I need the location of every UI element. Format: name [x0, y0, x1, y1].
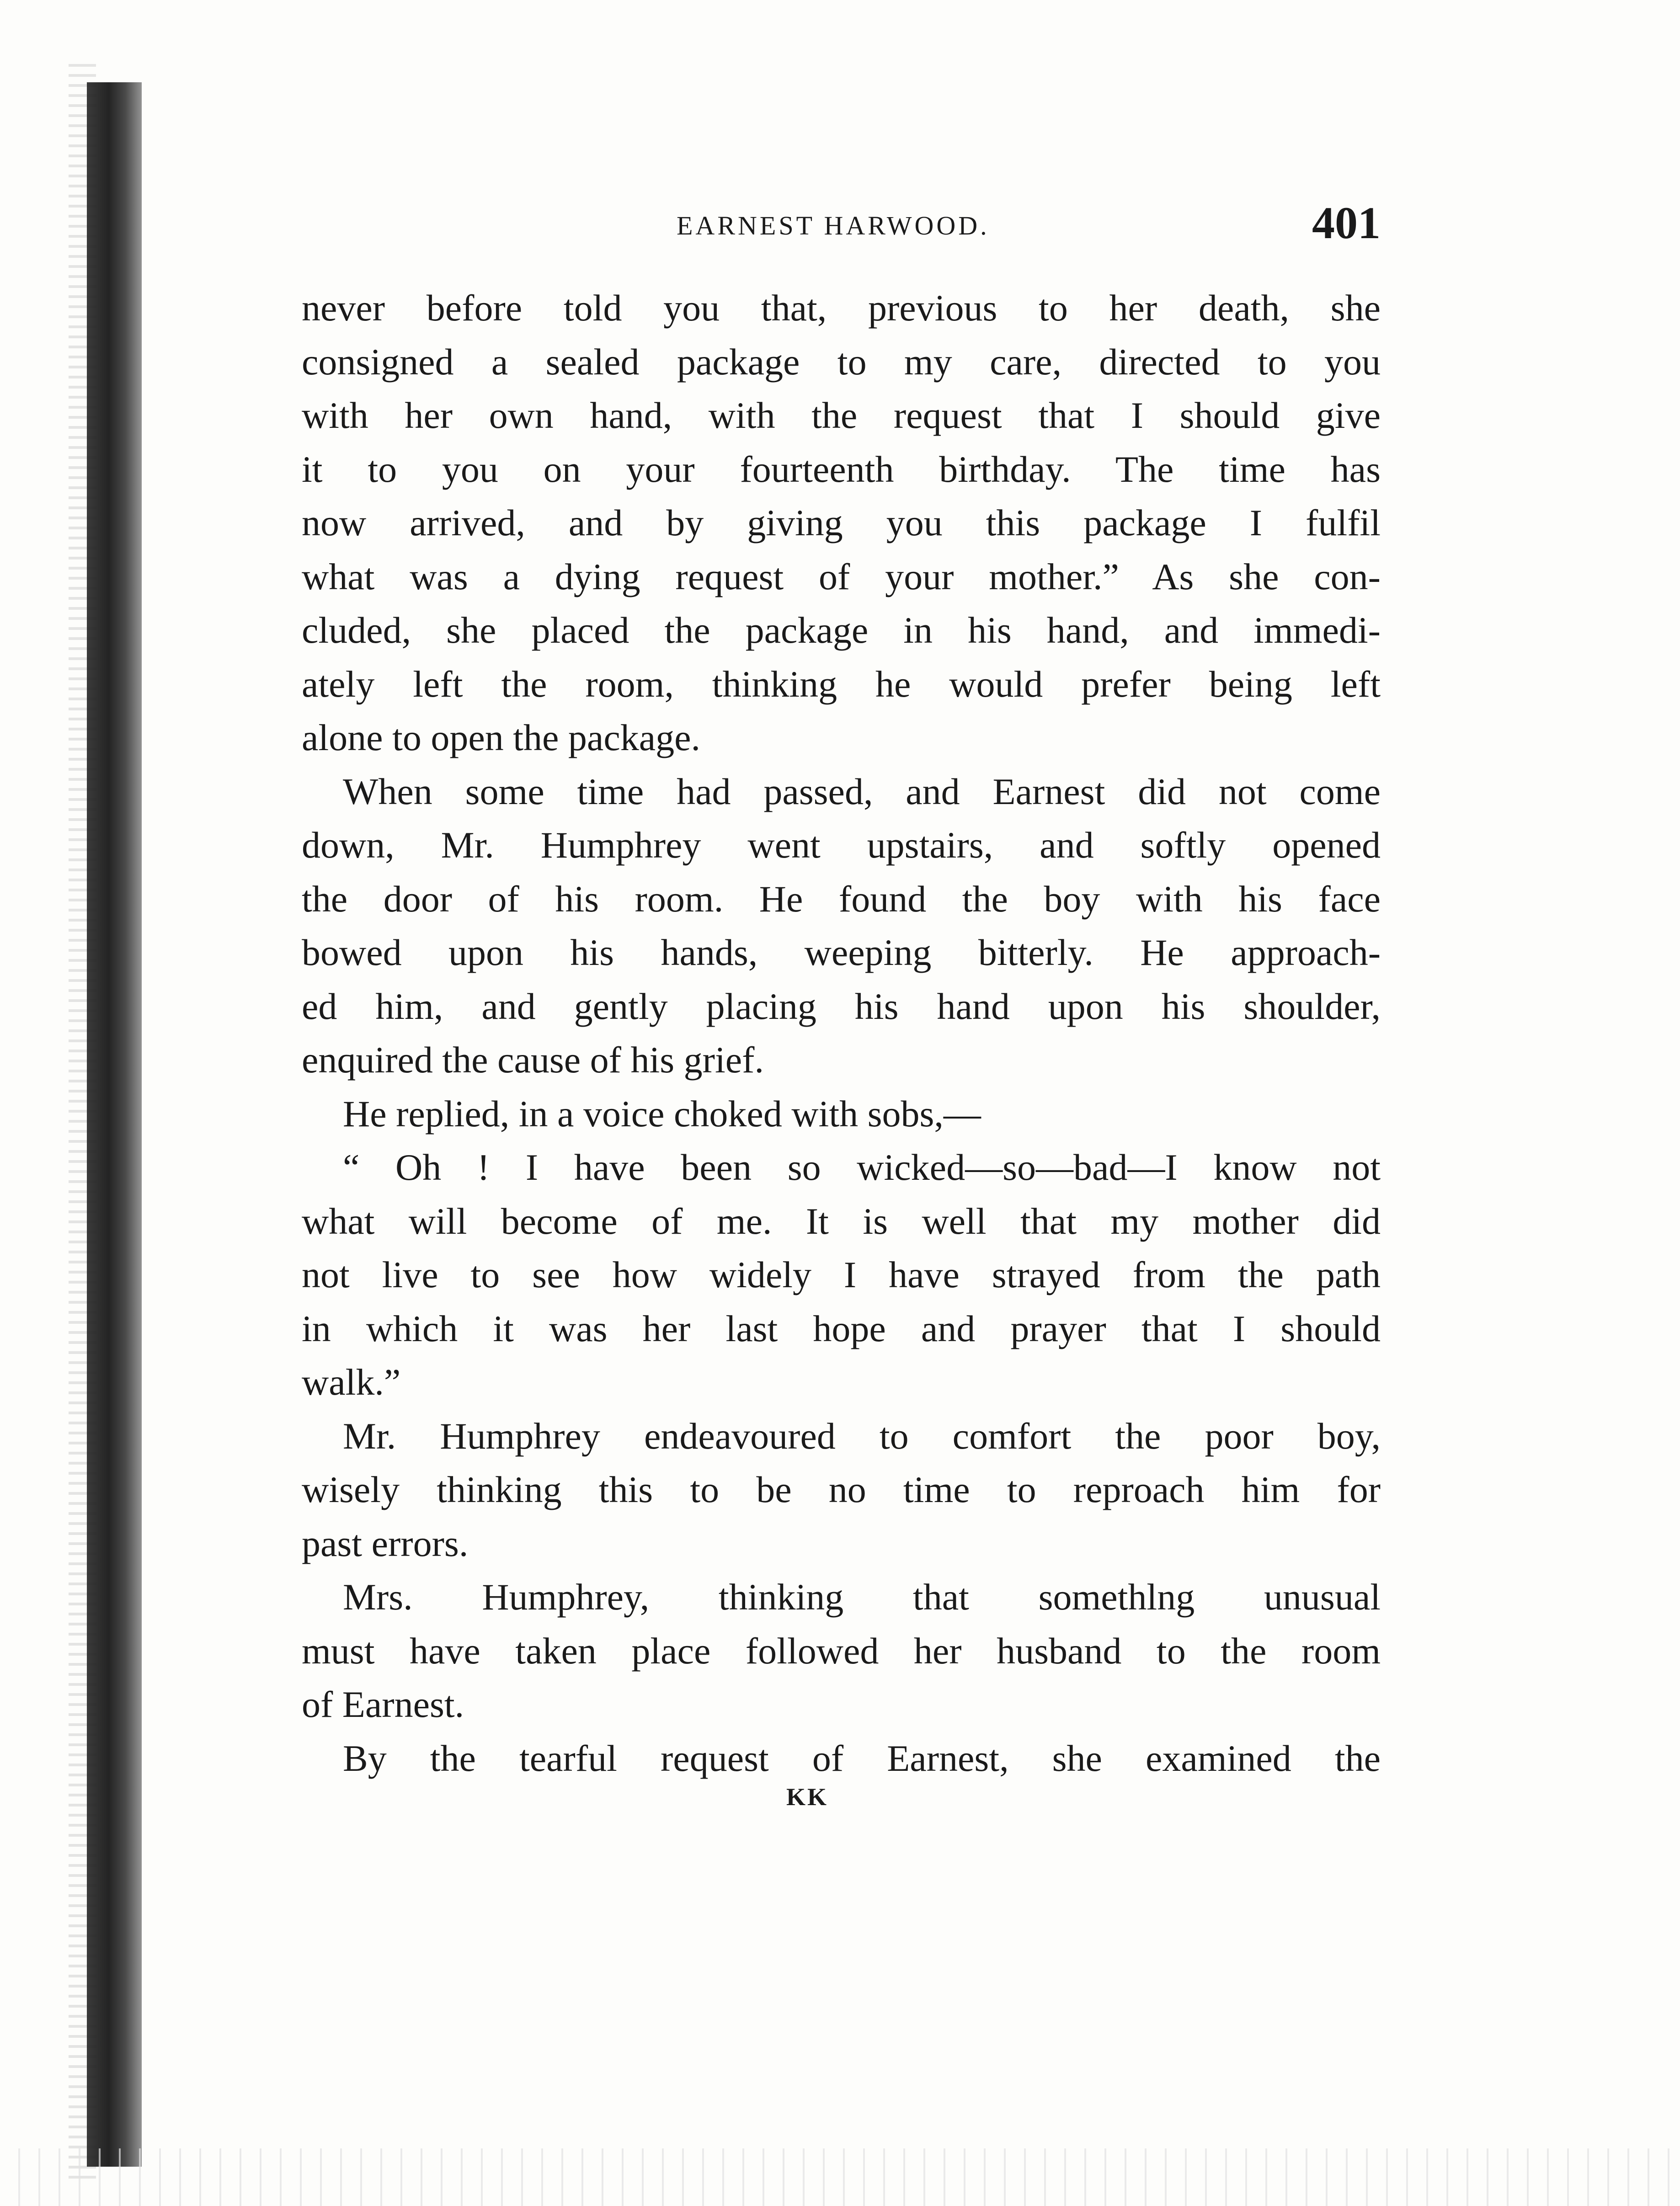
- paragraph-start: Mrs. Humphrey, thinking that somethlng unusual: [343, 1576, 1381, 1618]
- body-text: [302, 281, 1381, 1785]
- paragraph-start: Mr. Humphrey endeavoured to comfort the poor boy,: [343, 1415, 1381, 1457]
- paragraph-start: He replied, in a voice choked with sobs,—: [343, 1092, 981, 1135]
- text-line: past errors.: [302, 1522, 469, 1564]
- text-line: with her own hand, with the request that I should give: [302, 394, 1381, 436]
- book-binding: [87, 82, 142, 2167]
- text-line: alone to open the package.: [302, 717, 701, 758]
- paragraph-start: “ Oh ! I have been so wicked—so—bad—I know not: [343, 1146, 1381, 1188]
- text-line: the door of his room. He found the boy with his face: [302, 878, 1381, 920]
- text-line: bowed upon his hands, weeping bitterly. He approach-: [302, 932, 1381, 973]
- text-line: walk.”: [302, 1361, 401, 1403]
- text-line: consigned a sealed package to my care, directed to you: [302, 341, 1381, 383]
- page-bottom-edge: [0, 2148, 1680, 2206]
- text-line: what was a dying request of your mother.” As she con-: [302, 555, 1381, 597]
- text-line: must have taken place followed her husband to the room: [302, 1630, 1381, 1672]
- page-header: [302, 197, 1381, 256]
- text-line: enquired the cause of his grief.: [302, 1039, 764, 1081]
- running-head: EARNEST HARWOOD.: [677, 211, 990, 240]
- text-line: ately left the room, thinking he would prefer being left: [302, 663, 1381, 705]
- text-line: of Earnest.: [302, 1684, 464, 1725]
- text-line: not live to see how widely I have strayed from the path: [302, 1254, 1381, 1295]
- page-number: 401: [1312, 197, 1381, 248]
- text-line: wisely thinking this to be no time to reproach him for: [302, 1469, 1381, 1510]
- text-line: in which it was her last hope and prayer that I should: [302, 1307, 1381, 1349]
- text-line: ed him, and gently placing his hand upon his shoulder,: [302, 985, 1381, 1027]
- text-line: down, Mr. Humphrey went upstairs, and softly opened: [302, 824, 1381, 866]
- paragraph-start: By the tearful request of Earnest, she examined the: [343, 1737, 1381, 1779]
- signature-mark: KK: [786, 1783, 829, 1811]
- text-line: never before told you that, previous to her death, she: [302, 287, 1381, 329]
- paragraph-start: When some time had passed, and Earnest did not come: [343, 770, 1381, 812]
- text-line: now arrived, and by giving you this package I fulfil: [302, 502, 1381, 544]
- text-line: it to you on your fourteenth birthday. The time has: [302, 448, 1381, 490]
- text-line: what will become of me. It is well that my mother did: [302, 1200, 1381, 1242]
- text-line: cluded, she placed the package in his hand, and immedi-: [302, 609, 1381, 651]
